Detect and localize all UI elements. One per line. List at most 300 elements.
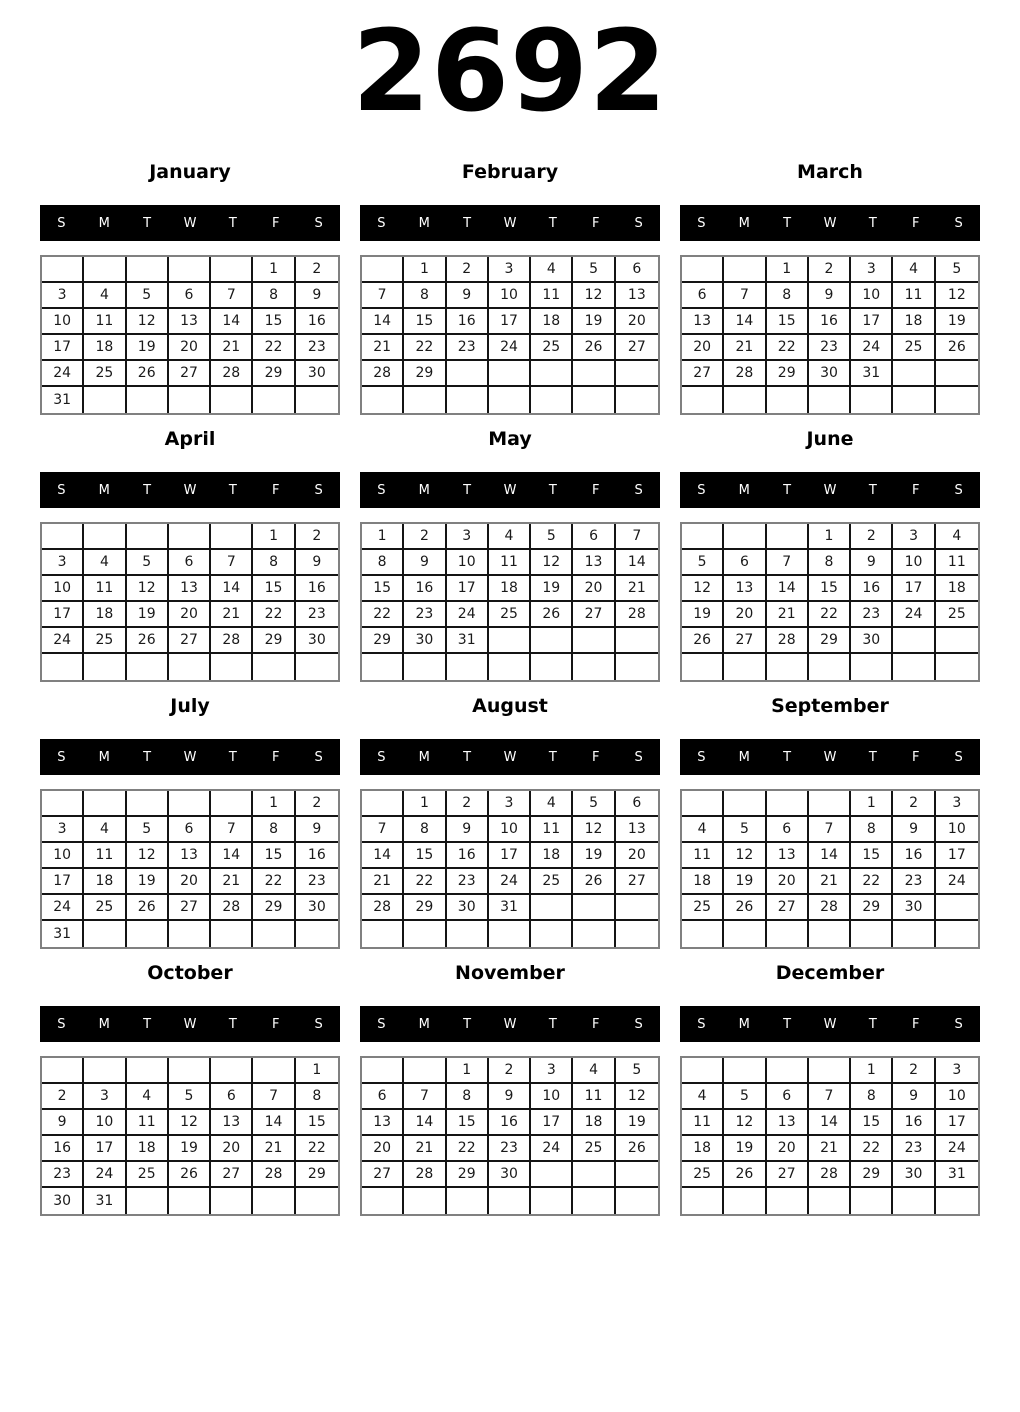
date-cell: 28 (404, 1162, 446, 1188)
empty-date-cell (936, 921, 978, 947)
date-cell: 4 (531, 257, 573, 283)
date-cell: 30 (42, 1188, 84, 1214)
empty-date-cell (573, 895, 615, 921)
date-cell: 9 (447, 817, 489, 843)
day-header-cell: S (377, 749, 386, 765)
date-cell: 14 (616, 550, 658, 576)
date-cell: 2 (809, 257, 851, 283)
empty-date-cell (767, 1188, 809, 1214)
empty-date-cell (809, 1058, 851, 1084)
day-header-cell: T (868, 482, 877, 498)
date-cell: 23 (404, 602, 446, 628)
empty-date-cell (296, 654, 338, 680)
date-cell: 25 (127, 1162, 169, 1188)
date-cell: 4 (893, 257, 935, 283)
date-grid (680, 255, 980, 415)
date-cell: 7 (211, 550, 253, 576)
day-header-row (360, 1006, 660, 1042)
date-cell: 8 (809, 550, 851, 576)
empty-date-cell (169, 654, 211, 680)
date-cell: 15 (253, 576, 295, 602)
day-header-row (40, 472, 340, 508)
date-cell: 16 (893, 1110, 935, 1136)
date-cell: 20 (616, 843, 658, 869)
day-header-cell: W (823, 482, 837, 498)
date-cell: 16 (447, 843, 489, 869)
date-cell: 25 (893, 335, 935, 361)
date-cell: 13 (169, 309, 211, 335)
date-cell: 12 (724, 843, 766, 869)
empty-date-cell (616, 1162, 658, 1188)
date-cell: 23 (447, 869, 489, 895)
date-cell: 10 (84, 1110, 126, 1136)
date-cell: 23 (893, 1136, 935, 1162)
date-cell: 3 (531, 1058, 573, 1084)
date-cell: 18 (936, 576, 978, 602)
day-header-cell: M (418, 482, 430, 498)
date-cell: 2 (447, 791, 489, 817)
empty-date-cell (127, 1188, 169, 1214)
date-cell: 17 (851, 309, 893, 335)
date-cell: 18 (531, 843, 573, 869)
date-cell: 23 (809, 335, 851, 361)
empty-date-cell (362, 654, 404, 680)
month-block (360, 162, 660, 415)
date-cell: 15 (362, 576, 404, 602)
date-cell: 22 (404, 335, 446, 361)
empty-date-cell (253, 387, 295, 413)
date-cell: 31 (936, 1162, 978, 1188)
date-cell: 2 (296, 257, 338, 283)
date-cell: 12 (127, 309, 169, 335)
date-cell: 6 (169, 550, 211, 576)
date-cell: 1 (253, 791, 295, 817)
date-cell: 16 (404, 576, 446, 602)
date-cell: 19 (682, 602, 724, 628)
day-header-row (40, 205, 340, 241)
date-cell: 3 (42, 817, 84, 843)
day-header-cell: T (548, 749, 557, 765)
date-cell: 19 (616, 1110, 658, 1136)
date-cell: 10 (936, 1084, 978, 1110)
date-cell: 5 (127, 550, 169, 576)
date-cell: 6 (616, 257, 658, 283)
empty-date-cell (169, 1188, 211, 1214)
month-name: June (806, 428, 854, 450)
date-cell: 16 (893, 843, 935, 869)
date-cell: 3 (42, 283, 84, 309)
date-cell: 4 (489, 524, 531, 550)
empty-date-cell (253, 1058, 295, 1084)
date-cell: 9 (447, 283, 489, 309)
day-header-cell: S (634, 749, 643, 765)
date-cell: 18 (531, 309, 573, 335)
empty-date-cell (724, 524, 766, 550)
empty-date-cell (296, 1188, 338, 1214)
date-cell: 29 (851, 1162, 893, 1188)
date-cell: 6 (573, 524, 615, 550)
month-name: October (147, 962, 233, 984)
empty-date-cell (809, 791, 851, 817)
day-header-cell: F (271, 749, 280, 765)
date-cell: 27 (682, 361, 724, 387)
date-cell: 14 (211, 576, 253, 602)
day-header-cell: T (463, 215, 472, 231)
empty-date-cell (253, 921, 295, 947)
empty-date-cell (616, 361, 658, 387)
empty-date-cell (682, 921, 724, 947)
empty-date-cell (682, 1058, 724, 1084)
day-header-row (40, 1006, 340, 1042)
date-cell: 18 (893, 309, 935, 335)
date-grid (680, 1056, 980, 1216)
date-cell: 26 (573, 335, 615, 361)
date-cell: 2 (296, 791, 338, 817)
date-cell: 28 (809, 1162, 851, 1188)
day-header-cell: F (911, 1016, 920, 1032)
day-header-row (680, 739, 980, 775)
date-cell: 22 (809, 602, 851, 628)
day-header-cell: T (463, 749, 472, 765)
date-cell: 26 (127, 361, 169, 387)
empty-date-cell (169, 387, 211, 413)
date-cell: 16 (809, 309, 851, 335)
day-header-cell: W (183, 482, 197, 498)
date-grid (40, 1056, 340, 1216)
month-block (40, 429, 340, 682)
empty-date-cell (127, 524, 169, 550)
day-header-cell: S (697, 749, 706, 765)
date-cell: 7 (767, 550, 809, 576)
date-cell: 18 (84, 869, 126, 895)
empty-date-cell (42, 1058, 84, 1084)
date-cell: 1 (362, 524, 404, 550)
date-cell: 11 (893, 283, 935, 309)
date-cell: 23 (851, 602, 893, 628)
month-name: April (164, 428, 216, 450)
empty-date-cell (573, 361, 615, 387)
date-cell: 1 (296, 1058, 338, 1084)
date-cell: 21 (211, 869, 253, 895)
date-cell: 19 (127, 869, 169, 895)
empty-date-cell (169, 524, 211, 550)
day-header-cell: T (868, 215, 877, 231)
date-cell: 6 (767, 817, 809, 843)
day-header-cell: M (738, 215, 750, 231)
month-block (680, 963, 980, 1216)
empty-date-cell (489, 921, 531, 947)
day-header-cell: T (783, 482, 792, 498)
date-cell: 27 (211, 1162, 253, 1188)
empty-date-cell (42, 791, 84, 817)
date-cell: 6 (169, 817, 211, 843)
date-cell: 20 (724, 602, 766, 628)
empty-date-cell (767, 654, 809, 680)
date-grid (680, 522, 980, 682)
date-cell: 14 (767, 576, 809, 602)
date-cell: 9 (404, 550, 446, 576)
date-cell: 29 (851, 895, 893, 921)
date-cell: 7 (362, 283, 404, 309)
empty-date-cell (767, 921, 809, 947)
date-cell: 22 (404, 869, 446, 895)
day-header-cell: S (57, 1016, 66, 1032)
date-cell: 23 (42, 1162, 84, 1188)
day-header-row (360, 205, 660, 241)
date-cell: 10 (936, 817, 978, 843)
day-header-cell: M (418, 1016, 430, 1032)
day-header-cell: T (868, 749, 877, 765)
empty-date-cell (447, 921, 489, 947)
empty-date-cell (404, 654, 446, 680)
empty-date-cell (489, 628, 531, 654)
date-cell: 31 (447, 628, 489, 654)
date-cell: 1 (447, 1058, 489, 1084)
day-header-row (680, 205, 980, 241)
empty-date-cell (531, 628, 573, 654)
date-cell: 27 (616, 335, 658, 361)
date-cell: 26 (127, 628, 169, 654)
empty-date-cell (531, 1188, 573, 1214)
date-cell: 9 (893, 1084, 935, 1110)
date-cell: 1 (253, 524, 295, 550)
date-cell: 31 (42, 921, 84, 947)
date-cell: 11 (573, 1084, 615, 1110)
year-title: 2692 (352, 7, 668, 137)
date-cell: 31 (42, 387, 84, 413)
empty-date-cell (84, 257, 126, 283)
date-cell: 8 (362, 550, 404, 576)
date-cell: 26 (127, 895, 169, 921)
empty-date-cell (42, 257, 84, 283)
date-cell: 25 (682, 1162, 724, 1188)
empty-date-cell (682, 654, 724, 680)
empty-date-cell (489, 1188, 531, 1214)
date-cell: 14 (809, 1110, 851, 1136)
date-cell: 3 (84, 1084, 126, 1110)
empty-date-cell (127, 921, 169, 947)
empty-date-cell (447, 1188, 489, 1214)
date-cell: 4 (531, 791, 573, 817)
day-header-cell: F (591, 482, 600, 498)
date-cell: 29 (809, 628, 851, 654)
empty-date-cell (851, 921, 893, 947)
empty-date-cell (531, 895, 573, 921)
day-header-cell: T (228, 482, 237, 498)
date-cell: 17 (531, 1110, 573, 1136)
date-cell: 28 (767, 628, 809, 654)
date-cell: 8 (851, 817, 893, 843)
date-cell: 13 (616, 283, 658, 309)
empty-date-cell (724, 1188, 766, 1214)
date-cell: 5 (573, 791, 615, 817)
date-cell: 10 (447, 550, 489, 576)
month-block (680, 162, 980, 415)
date-cell: 22 (362, 602, 404, 628)
day-header-cell: S (697, 482, 706, 498)
date-cell: 22 (253, 869, 295, 895)
date-cell: 17 (936, 843, 978, 869)
empty-date-cell (724, 654, 766, 680)
month-block (40, 696, 340, 949)
date-cell: 8 (404, 283, 446, 309)
date-cell: 27 (767, 1162, 809, 1188)
day-header-row (680, 1006, 980, 1042)
date-cell: 27 (724, 628, 766, 654)
empty-date-cell (573, 1162, 615, 1188)
empty-date-cell (724, 1058, 766, 1084)
date-cell: 1 (767, 257, 809, 283)
date-cell: 7 (809, 1084, 851, 1110)
date-cell: 30 (296, 361, 338, 387)
date-cell: 4 (682, 1084, 724, 1110)
empty-date-cell (296, 387, 338, 413)
empty-date-cell (84, 921, 126, 947)
empty-date-cell (362, 257, 404, 283)
date-cell: 6 (169, 283, 211, 309)
date-cell: 29 (404, 895, 446, 921)
date-cell: 12 (573, 817, 615, 843)
date-grid (40, 255, 340, 415)
day-header-cell: S (314, 215, 323, 231)
date-cell: 27 (616, 869, 658, 895)
date-cell: 2 (489, 1058, 531, 1084)
month-block (360, 963, 660, 1216)
date-cell: 5 (724, 1084, 766, 1110)
empty-date-cell (127, 387, 169, 413)
date-cell: 11 (489, 550, 531, 576)
date-cell: 2 (404, 524, 446, 550)
empty-date-cell (211, 791, 253, 817)
date-cell: 29 (253, 895, 295, 921)
date-cell: 5 (936, 257, 978, 283)
date-cell: 11 (84, 309, 126, 335)
day-header-cell: F (911, 215, 920, 231)
date-grid (40, 789, 340, 949)
empty-date-cell (211, 1188, 253, 1214)
empty-date-cell (211, 1058, 253, 1084)
date-cell: 28 (362, 895, 404, 921)
date-cell: 3 (42, 550, 84, 576)
date-cell: 8 (253, 283, 295, 309)
date-cell: 13 (362, 1110, 404, 1136)
date-cell: 2 (851, 524, 893, 550)
empty-date-cell (573, 387, 615, 413)
empty-date-cell (616, 1188, 658, 1214)
date-cell: 19 (724, 1136, 766, 1162)
date-cell: 1 (404, 791, 446, 817)
date-cell: 29 (447, 1162, 489, 1188)
date-grid (360, 1056, 660, 1216)
date-cell: 19 (724, 869, 766, 895)
date-grid (40, 522, 340, 682)
date-cell: 26 (724, 895, 766, 921)
date-cell: 9 (893, 817, 935, 843)
day-header-cell: S (314, 482, 323, 498)
date-cell: 2 (296, 524, 338, 550)
empty-date-cell (362, 1188, 404, 1214)
date-cell: 10 (42, 843, 84, 869)
date-cell: 18 (573, 1110, 615, 1136)
date-cell: 13 (767, 1110, 809, 1136)
date-cell: 19 (127, 602, 169, 628)
day-header-cell: T (143, 749, 152, 765)
date-cell: 13 (616, 817, 658, 843)
day-header-cell: F (271, 215, 280, 231)
empty-date-cell (253, 1188, 295, 1214)
empty-date-cell (893, 1188, 935, 1214)
empty-date-cell (616, 387, 658, 413)
date-cell: 10 (893, 550, 935, 576)
date-cell: 29 (404, 361, 446, 387)
date-cell: 21 (809, 869, 851, 895)
date-cell: 12 (936, 283, 978, 309)
date-cell: 5 (531, 524, 573, 550)
date-cell: 12 (724, 1110, 766, 1136)
date-cell: 8 (767, 283, 809, 309)
date-cell: 13 (211, 1110, 253, 1136)
date-cell: 20 (616, 309, 658, 335)
date-cell: 16 (851, 576, 893, 602)
empty-date-cell (489, 387, 531, 413)
empty-date-cell (682, 791, 724, 817)
date-cell: 20 (362, 1136, 404, 1162)
day-header-cell: T (463, 1016, 472, 1032)
month-name: March (797, 161, 863, 183)
date-cell: 26 (573, 869, 615, 895)
date-cell: 5 (616, 1058, 658, 1084)
date-cell: 6 (767, 1084, 809, 1110)
date-cell: 28 (211, 361, 253, 387)
date-cell: 28 (724, 361, 766, 387)
date-cell: 12 (127, 843, 169, 869)
date-cell: 16 (42, 1136, 84, 1162)
empty-date-cell (936, 654, 978, 680)
date-cell: 28 (211, 895, 253, 921)
date-cell: 5 (573, 257, 615, 283)
date-cell: 24 (42, 895, 84, 921)
date-cell: 13 (767, 843, 809, 869)
date-cell: 11 (682, 843, 724, 869)
day-header-cell: S (954, 482, 963, 498)
empty-date-cell (573, 1188, 615, 1214)
date-cell: 15 (253, 843, 295, 869)
day-header-cell: W (503, 1016, 517, 1032)
day-header-cell: F (911, 749, 920, 765)
date-cell: 5 (169, 1084, 211, 1110)
date-cell: 24 (531, 1136, 573, 1162)
empty-date-cell (127, 1058, 169, 1084)
months-grid (0, 162, 1020, 1216)
date-cell: 29 (767, 361, 809, 387)
date-cell: 11 (531, 817, 573, 843)
date-cell: 26 (531, 602, 573, 628)
day-header-cell: M (98, 749, 110, 765)
date-cell: 3 (489, 791, 531, 817)
date-cell: 1 (809, 524, 851, 550)
empty-date-cell (447, 361, 489, 387)
empty-date-cell (724, 921, 766, 947)
date-cell: 24 (489, 335, 531, 361)
date-cell: 15 (404, 309, 446, 335)
empty-date-cell (767, 524, 809, 550)
date-cell: 26 (616, 1136, 658, 1162)
date-cell: 8 (253, 817, 295, 843)
date-cell: 13 (169, 843, 211, 869)
empty-date-cell (893, 654, 935, 680)
empty-date-cell (724, 791, 766, 817)
date-cell: 12 (127, 576, 169, 602)
